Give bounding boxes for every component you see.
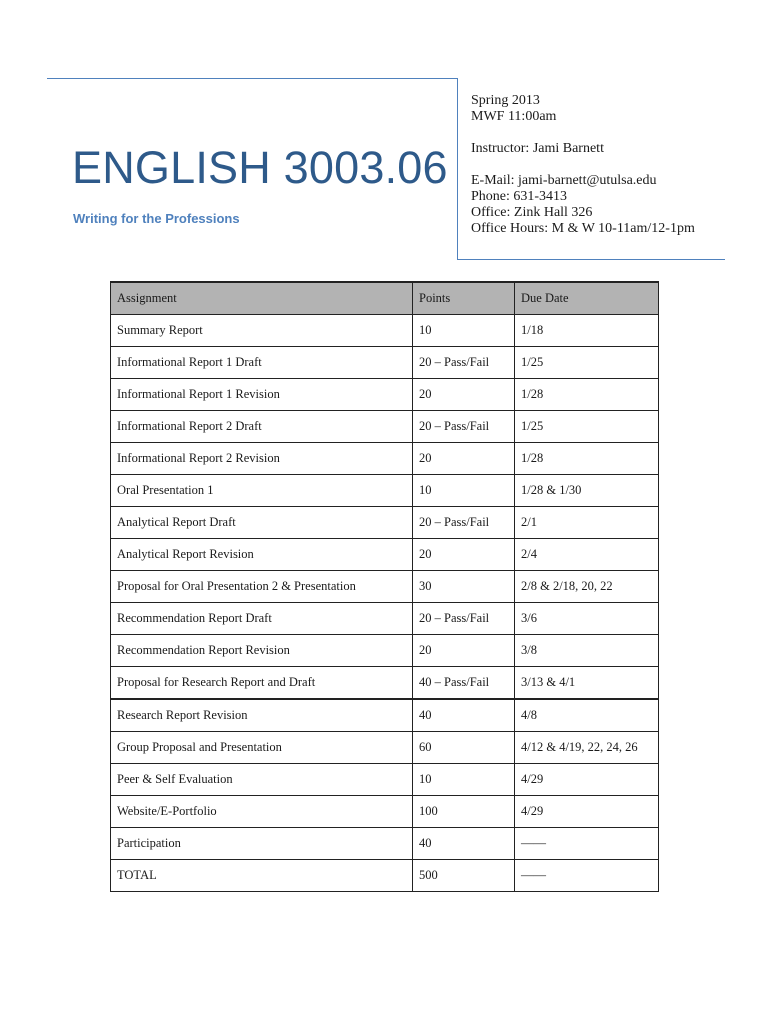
table-row: [111, 635, 659, 667]
cell-points: 100: [413, 796, 515, 828]
cell-points: 20 – Pass/Fail: [413, 411, 515, 443]
term: Spring 2013: [471, 93, 540, 108]
cell-points: 20: [413, 539, 515, 571]
header-rule-top: [47, 78, 458, 79]
cell-points: 20 – Pass/Fail: [413, 347, 515, 379]
table-row: [111, 571, 659, 603]
course-info-block: [471, 93, 731, 237]
table-row: [111, 475, 659, 507]
cell-due-date: 4/29: [515, 764, 659, 796]
header-points: Points: [413, 282, 515, 315]
cell-points: 60: [413, 732, 515, 764]
cell-due-date: 1/28 & 1/30: [515, 475, 659, 507]
header-rule-bottom: [457, 259, 725, 260]
course-title: ENGLISH 3003.06: [72, 142, 448, 193]
table-body: [111, 315, 659, 892]
cell-assignment: Oral Presentation 1: [111, 475, 413, 507]
table-header-row: [111, 282, 659, 315]
table-row: [111, 667, 659, 700]
cell-assignment: Website/E-Portfolio: [111, 796, 413, 828]
cell-assignment: Analytical Report Draft: [111, 507, 413, 539]
cell-points: 20 – Pass/Fail: [413, 507, 515, 539]
cell-due-date: 3/6: [515, 603, 659, 635]
table-row: [111, 347, 659, 379]
cell-due-date: 4/29: [515, 796, 659, 828]
table-row: [111, 732, 659, 764]
table-row: [111, 411, 659, 443]
cell-due-date: 1/25: [515, 347, 659, 379]
cell-due-date: 2/1: [515, 507, 659, 539]
cell-due-date: ——: [515, 860, 659, 892]
table-row: [111, 315, 659, 347]
table-row: [111, 828, 659, 860]
cell-due-date: 4/12 & 4/19, 22, 24, 26: [515, 732, 659, 764]
cell-points: 500: [413, 860, 515, 892]
cell-due-date: 4/8: [515, 699, 659, 732]
cell-assignment: Proposal for Oral Presentation 2 & Presentation: [111, 571, 413, 603]
cell-due-date: 3/13 & 4/1: [515, 667, 659, 700]
cell-due-date: ——: [515, 828, 659, 860]
cell-assignment: Recommendation Report Revision: [111, 635, 413, 667]
cell-points: 10: [413, 475, 515, 507]
cell-assignment: Analytical Report Revision: [111, 539, 413, 571]
table-row: [111, 860, 659, 892]
table-row: [111, 796, 659, 828]
cell-points: 20: [413, 635, 515, 667]
cell-assignment: Group Proposal and Presentation: [111, 732, 413, 764]
cell-points: 10: [413, 315, 515, 347]
cell-assignment: TOTAL: [111, 860, 413, 892]
header-assignment: Assignment: [111, 282, 413, 315]
office: Office: Zink Hall 326: [471, 205, 593, 220]
table-row: [111, 603, 659, 635]
cell-points: 40: [413, 699, 515, 732]
table-row: [111, 539, 659, 571]
cell-points: 10: [413, 764, 515, 796]
phone: Phone: 631-3413: [471, 189, 568, 204]
cell-assignment: Research Report Revision: [111, 699, 413, 732]
cell-assignment: Informational Report 1 Draft: [111, 347, 413, 379]
meeting-time: MWF 11:00am: [471, 109, 557, 124]
instructor: Instructor: Jami Barnett: [471, 141, 604, 156]
cell-due-date: 2/4: [515, 539, 659, 571]
cell-points: 30: [413, 571, 515, 603]
cell-assignment: Participation: [111, 828, 413, 860]
cell-due-date: 2/8 & 2/18, 20, 22: [515, 571, 659, 603]
table-row: [111, 699, 659, 732]
cell-assignment: Proposal for Research Report and Draft: [111, 667, 413, 700]
cell-assignment: Peer & Self Evaluation: [111, 764, 413, 796]
email: E-Mail: jami-barnett@utulsa.edu: [471, 173, 657, 188]
cell-points: 20: [413, 379, 515, 411]
header-rule-vertical: [457, 78, 458, 260]
cell-assignment: Recommendation Report Draft: [111, 603, 413, 635]
cell-points: 40: [413, 828, 515, 860]
table-row: [111, 379, 659, 411]
assignments-table: [110, 281, 659, 892]
cell-assignment: Informational Report 2 Draft: [111, 411, 413, 443]
cell-assignment: Informational Report 1 Revision: [111, 379, 413, 411]
table-row: [111, 443, 659, 475]
office-hours: Office Hours: M & W 10-11am/12-1pm: [471, 221, 695, 236]
table-row: [111, 764, 659, 796]
cell-due-date: 1/25: [515, 411, 659, 443]
cell-due-date: 1/28: [515, 379, 659, 411]
cell-due-date: 1/28: [515, 443, 659, 475]
cell-assignment: Summary Report: [111, 315, 413, 347]
cell-points: 20 – Pass/Fail: [413, 603, 515, 635]
cell-points: 40 – Pass/Fail: [413, 667, 515, 700]
cell-points: 20: [413, 443, 515, 475]
cell-assignment: Informational Report 2 Revision: [111, 443, 413, 475]
header-due-date: Due Date: [515, 282, 659, 315]
table-row: [111, 507, 659, 539]
cell-due-date: 3/8: [515, 635, 659, 667]
course-subtitle: Writing for the Professions: [73, 211, 240, 226]
cell-due-date: 1/18: [515, 315, 659, 347]
